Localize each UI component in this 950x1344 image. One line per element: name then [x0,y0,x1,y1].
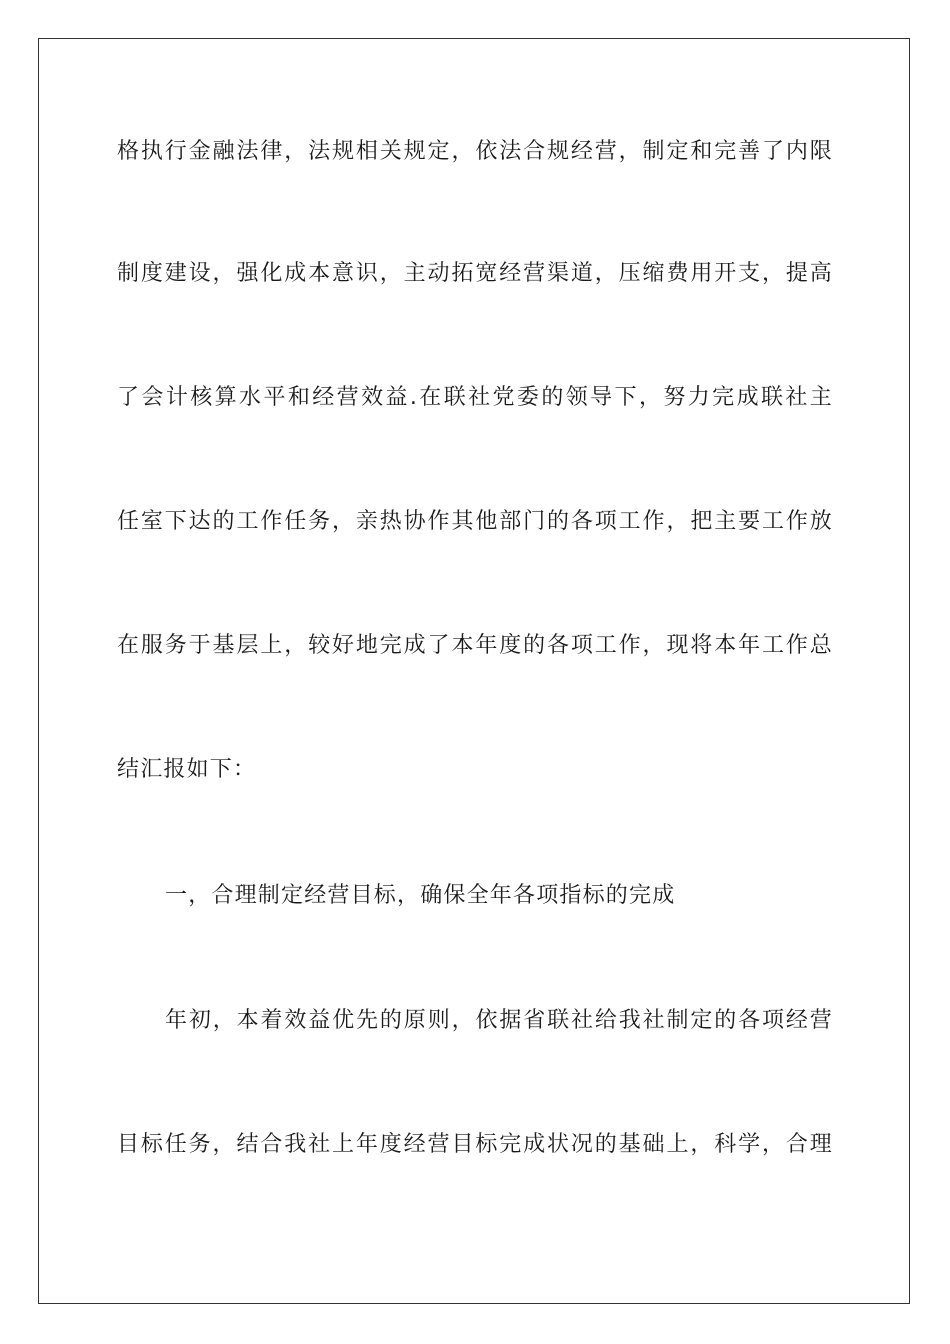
body-text-line: 结汇报如下： [117,757,257,782]
paragraph-first-line: 年初，本着效益优先的原则，依据省联社给我社制定的各项经营 [165,1008,833,1033]
body-text-line: 格执行金融法律，法规相关规定，依法合规经营，制定和完善了内限 [117,139,833,164]
body-text-line: 目标任务，结合我社上年度经营目标完成状况的基础上，科学，合理 [117,1132,833,1157]
body-text-line: 了会计核算水平和经营效益.在联社党委的领导下，努力完成联社主 [117,385,833,410]
page-border [38,38,910,1304]
body-text-line: 任室下达的工作任务，亲热协作其他部门的各项工作，把主要工作放 [117,509,833,534]
body-text-line: 制度建设，强化成本意识，主动拓宽经营渠道，压缩费用开支，提高 [117,261,833,286]
body-text-line: 在服务于基层上，较好地完成了本年度的各项工作，现将本年工作总 [117,633,833,658]
section-heading: 一，合理制定经营目标，确保全年各项指标的完成 [165,883,676,908]
